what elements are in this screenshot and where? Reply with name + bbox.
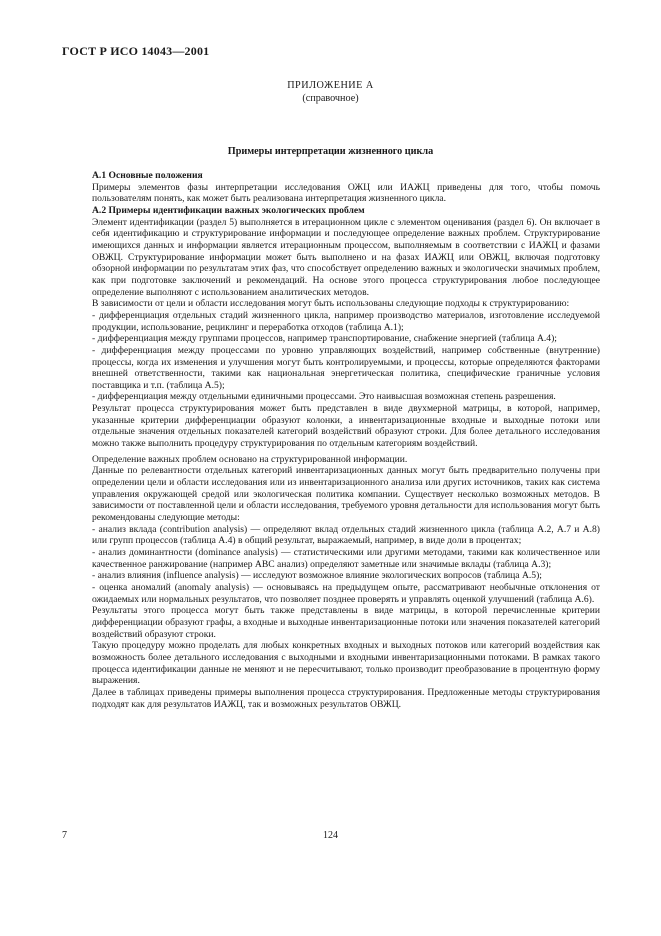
list-item: - анализ вклада (contribution analysis) — определяют вклад отдельных стадий жизненного цикла (таблица А.2, А.7 и А.8) или групп процессов (таблица А.4) в общий результат, выражаемый, например, в виде доли в процентах; (92, 523, 600, 547)
page-number-center: 124 (323, 830, 338, 841)
paragraph: Далее в таблицах приведены примеры выполнения процесса структурирования. Предложенные методы структурирования подходят как для результатов ИАЖЦ, так и возможных результатов ОВЖЦ. (92, 686, 600, 710)
annex-subtitle: (справочное) (302, 93, 359, 104)
list-item: - дифференциация между отдельными единичными процессами. Это наивысшая возможная степень разрешения. (92, 391, 556, 403)
paragraph: Данные по релевантности отдельных категорий инвентаризационных данных могут быть предварительно получены при определении цели и области исследования или из инвентаризационного анализа или других источников, таких как система управления окружающей средой или экологическая политика компании. Существует несколько возможных методов. В зависимости от поставленной цели и области исследования, требуемого уровня детальности для использования могут быть рекомендованы следующие методы: (92, 465, 600, 524)
list-item: - анализ доминантности (dominance analysis) — статистическими или другими методами, такими как количественное или качественное ранжирование (например АВС анализ) определяют заметные или значимые вклады (таблица А.3); (92, 547, 600, 570)
paragraph: Такую процедуру можно проделать для любых конкретных входных и выходных потоков или категорий воздействия как возможность более детального исследования с выходными и входными инвентаризационными потоками. В рамках такого процесса идентификации данные не меняют и не пересчитывают, только производит преобразование в процентную форму выражения. (92, 640, 600, 687)
paragraph: Элемент идентификации (раздел 5) выполняется в итерационном цикле с элементом оценивания (раздел 6). Он включает в себя идентификацию и структурирование информации и последующее определение важных проблем. Структурирование имеющихся данных и информации является итерационным процессом, выполняемым в соответствии с ИАЖЦ и фазами ОВЖЦ. Структурирование информации может быть выполнено и на фазах ИАЖЦ или ОВЖЦ, включая подготовку обзорной информации по результатам этих фаз, что способствует определению важных и экологически значимых проблем, как при подготовке заключений и рекомендаций. На основе этого процесса структурирования любое последующее определение выполняют с использованием аналитических методов. (92, 216, 600, 298)
annex-title: ПРИЛОЖЕНИЕ А (287, 80, 374, 91)
page-number-left: 7 (62, 830, 67, 841)
paragraph: Определение важных проблем основано на структурированной информации. (92, 453, 408, 465)
list-item: - дифференциация отдельных стадий жизненного цикла, например производство материалов, изготовление исследуемой продукции, использование, рециклинг и переработка отходов (таблица А.1); (92, 309, 600, 333)
list-item: - оценка аномалий (anomaly analysis) — основываясь на предыдущем опыте, рассматривают необычные отклонения от ожидаемых или нормальных результатов, что позволяет позднее проверять и управлять оценкой улучшений (таблица А.6). (92, 581, 600, 605)
section-heading: А.1 Основные положения (92, 170, 203, 181)
section-heading: А.2 Примеры идентификации важных экологических проблем (92, 204, 365, 216)
list-item: - дифференциация между процессами по уровню управляющих воздействий, например собственные (внутренние) процессы, когда их изменения и улучшения могут быть контролируемыми, и процессы, которые определяются факторами внешней ответственности, такими как национальная энергетическая политика, специфические граничные условия поставщика и т.п. (таблица А.5); (92, 344, 600, 391)
list-item: - анализ влияния (influence analysis) — исследуют возможное влияние экологических вопросов (таблица А.5); (92, 570, 542, 582)
paragraph: Примеры элементов фазы интерпретации исследования ОЖЦ или ИАЖЦ приведены для того, чтобы помочь пользователям понять, как может быть реализована интерпретация жизненного цикла. (92, 181, 600, 205)
list-item: - дифференциация между группами процессов, например транспортирование, снабжение энергией (таблица А.4); (92, 333, 557, 345)
document-code: ГОСТ Р ИСО 14043—2001 (62, 44, 210, 58)
paragraph: Результат процесса структурирования может быть представлен в виде двухмерной матрицы, в которой, например, указанные критерии дифференциации образуют колонки, а инвентаризационные входные и выходные потоки или отдельные значения отдельных показателей категорий воздействий образуют строки. Для более детального исследования можно также выполнить процедуру структурирования по отдельным категориям воздействий. (92, 403, 600, 450)
paragraph: Результаты этого процесса могут быть также представлены в виде матрицы, в которой перечисленные критерии дифференциации образуют графы, а входные и выходные инвентаризационные потоки или значения показателей категорий воздействий образуют строки. (92, 605, 600, 640)
paragraph: В зависимости от цели и области исследования могут быть использованы следующие подходы к структурированию: (92, 298, 570, 310)
document-body (92, 170, 600, 710)
page-title: Примеры интерпретации жизненного цикла (227, 146, 434, 157)
